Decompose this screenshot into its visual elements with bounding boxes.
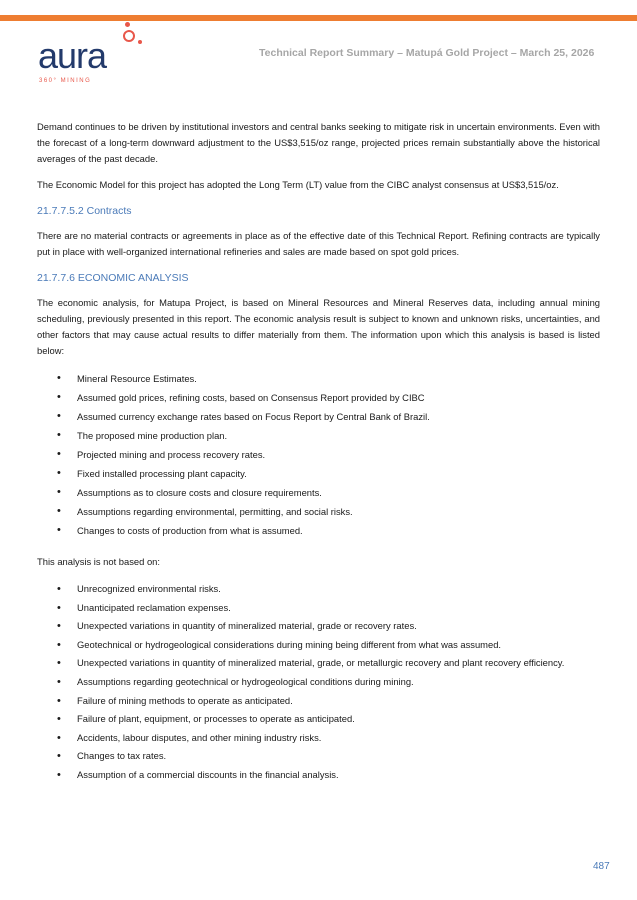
list-item: • Failure of plant, equipment, or processes to operate as anticipated. [37,710,600,729]
list-item: • Unexpected variations in quantity of mineralized material, grade or recovery rates. [37,617,600,636]
page-number: 487 [593,861,610,872]
header-accent-bar [0,15,637,21]
list-item: • Changes to costs of production from what is assumed. [37,521,600,540]
list-item: • Fixed installed processing plant capacity. [37,464,600,483]
logo-dot [125,22,130,27]
paragraph: This analysis is not based on: [37,556,160,567]
report-header-title: Technical Report Summary – Matupá Gold Project – March 25, 2026 [259,47,595,59]
list-item: • Assumed gold prices, refining costs, based on Consensus Report provided by CIBC [37,388,600,407]
list-item: • Assumptions as to closure costs and closure requirements. [37,483,600,502]
list-item: • Changes to tax rates. [37,747,600,766]
paragraph: The Economic Model for this project has adopted the Long Term (LT) value from the CIBC analyst consensus at US$3,515/oz. [37,179,559,190]
paragraph: Demand continues to be driven by institutional investors and central banks seeking to mitigate risk in uncertain environments. Even with the forecast of a long-term downward adjustment to the US$3,515/oz range, projected prices remain substantially above the historical averages of the past decade. [37,121,600,164]
section-heading-contracts: 21.7.7.5.2 Contracts [37,205,132,217]
logo-ring [123,30,135,42]
list-item: • Unrecognized environmental risks. [37,580,600,599]
logo-tagline: 360° MINING [39,78,92,84]
list-item: • Assumptions regarding geotechnical or hydrogeological conditions during mining. [37,673,600,692]
paragraph: There are no material contracts or agreements in place as of the effective date of this Technical Report. Refining contracts are typically put in place with well-organized international refineries and sales are made based on spot gold prices. [37,230,600,257]
list-item: • Accidents, labour disputes, and other mining industry risks. [37,729,600,748]
list-item: • Assumption of a commercial discounts in the financial analysis. [37,766,600,785]
list-item: • Unanticipated reclamation expenses. [37,599,600,618]
list-item: • The proposed mine production plan. [37,426,600,445]
paragraph: The economic analysis, for Matupa Project, is based on Mineral Resources and Mineral Reserves data, including annual mining scheduling, previously presented in this report. The economic analysis result is subject to known and unknown risks, uncertainties, and other factors that may cause actual results to differ materially from them. The information upon which this analysis is based is listed below: [37,297,600,356]
aura-logo [38,22,158,86]
list-item: • Assumed currency exchange rates based on Focus Report by Central Bank of Brazil. [37,407,600,426]
not-based-on-list [37,580,600,785]
list-item: • Assumptions regarding environmental, permitting, and social risks. [37,502,600,521]
section-heading-economic-analysis: 21.7.7.6 ECONOMIC ANALYSIS [37,272,189,284]
list-item: • Unexpected variations in quantity of mineralized material, grade, or metallurgic recovery and plant recovery efficiency. [37,654,600,673]
page-body [37,119,600,799]
logo-dot [138,40,142,44]
list-item: • Geotechnical or hydrogeological considerations during mining being different from what was assumed. [37,636,600,655]
based-on-list [37,369,600,540]
list-item: • Projected mining and process recovery rates. [37,445,600,464]
logo-wordmark: aura [38,35,107,76]
list-item: • Failure of mining methods to operate as anticipated. [37,692,600,711]
list-item: • Mineral Resource Estimates. [37,369,600,388]
